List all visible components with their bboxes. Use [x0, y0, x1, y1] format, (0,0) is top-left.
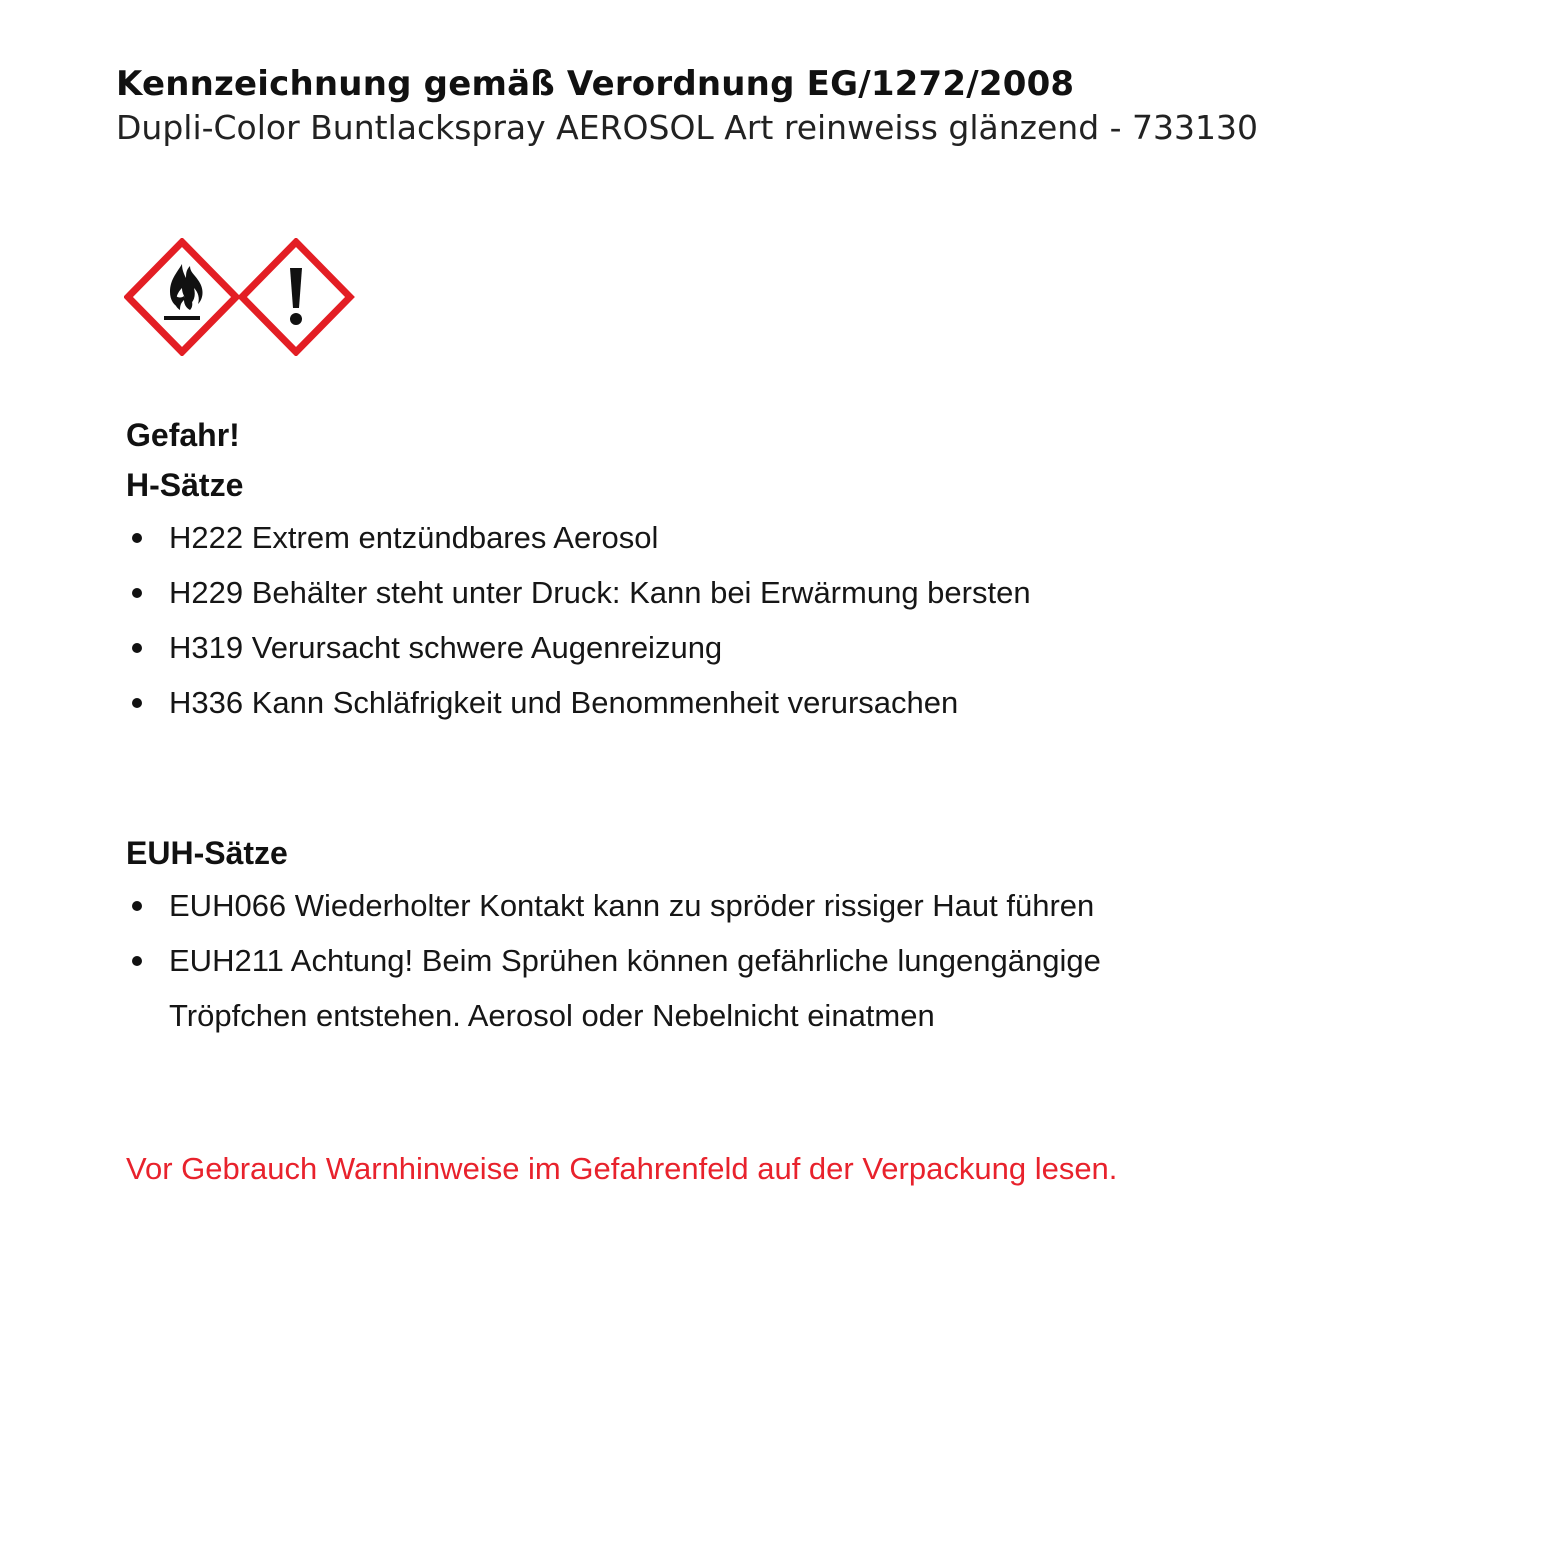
list-item: EUH066 Wiederholter Kontakt kann zu spröder rissiger Haut führen — [126, 878, 1116, 933]
bullet-icon — [132, 588, 142, 598]
packaging-warning-notice: Vor Gebrauch Warnhinweise im Gefahrenfeld auf der Verpackung lesen. — [126, 1151, 1118, 1186]
exclamation-hazard-icon — [242, 242, 350, 352]
list-item: H336 Kann Schläfrigkeit und Benommenheit verursachen — [126, 675, 1226, 730]
list-item: H229 Behälter steht unter Druck: Kann bei Erwärmung bersten — [126, 565, 1226, 620]
h-statements-section — [126, 460, 1226, 730]
flame-hazard-icon — [128, 242, 236, 352]
ghs-pictograms — [124, 238, 356, 356]
hazard-content — [126, 410, 1226, 1197]
bullet-icon — [132, 698, 142, 708]
euh-statements-heading: EUH-Sätze — [126, 835, 288, 871]
euh-statements-section — [126, 828, 1226, 1043]
bullet-icon — [132, 956, 142, 966]
h-statements-list — [126, 510, 1226, 730]
h-statements-heading: H-Sätze — [126, 467, 244, 503]
bullet-icon — [132, 901, 142, 911]
list-item: H222 Extrem entzündbares Aerosol — [126, 510, 1226, 565]
list-item: EUH211 Achtung! Beim Sprühen können gefährliche lungengängige Tröpfchen entstehen. Aerosol oder Nebelnicht einatmen — [126, 933, 1116, 1043]
bullet-icon — [132, 643, 142, 653]
signal-word: Gefahr! — [126, 417, 240, 453]
list-item: H319 Verursacht schwere Augenreizung — [126, 620, 1226, 675]
document-title: Kennzeichnung gemäß Verordnung EG/1272/2008 — [116, 64, 1075, 104]
product-subtitle: Dupli-Color Buntlackspray AEROSOL Art reinweiss glänzend - 733130 — [116, 108, 1259, 147]
bullet-icon — [132, 533, 142, 543]
euh-statements-list — [126, 878, 1116, 1043]
